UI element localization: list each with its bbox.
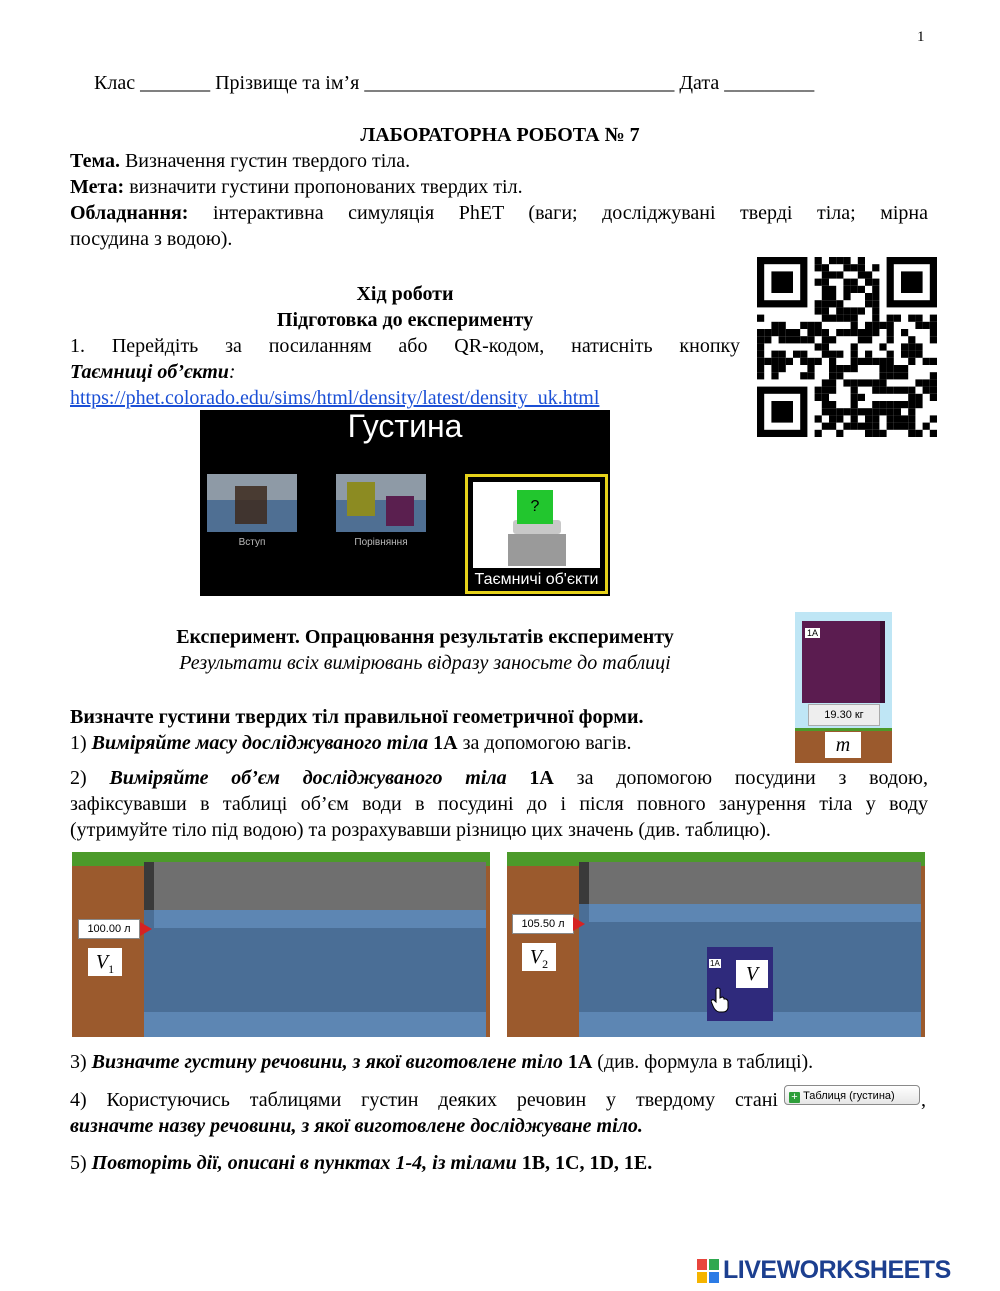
green-mystery-block: ? (517, 490, 553, 524)
url-line (70, 385, 599, 411)
step-2-rest: за допомогою посудини з водою, (553, 767, 928, 789)
phet-title: Густина (347, 410, 463, 444)
step-1-num: 1) (70, 732, 92, 754)
topic-line (70, 148, 410, 174)
step-3-num: 3) (70, 1051, 92, 1073)
step-2-instruction: Виміряйте об’єм досліджуваного тіла (109, 767, 507, 789)
equipment-line (70, 200, 928, 226)
step-5 (70, 1150, 652, 1176)
mass-symbol: m (825, 732, 861, 758)
experiment-title: Експеримент. Опрацювання результатів експерименту (176, 626, 674, 648)
liveworksheets-logo (697, 1256, 997, 1284)
equipment-label: Обладнання: (70, 202, 189, 224)
procedure-title: Хід роботи (356, 283, 454, 305)
purple-block (386, 496, 414, 526)
step-2-body: 1A (506, 767, 554, 789)
page-number: 1 (917, 29, 925, 45)
level-arrow-1 (140, 922, 152, 936)
step-5-body: 1B, 1C, 1D, 1E. (516, 1152, 653, 1174)
logo-mark (697, 1259, 719, 1283)
tank-after (507, 852, 925, 1037)
task-heading: Визначте густини твердих тіл правильної геометричної форми. (70, 706, 644, 728)
v1-symbol (88, 948, 122, 976)
step-2-line3: (утримуйте тіло під водою) та розрахувавши різницю цих значень (див. таблицю). (70, 819, 771, 841)
brand-name: LIVEWORKSHEETS (723, 1256, 951, 1284)
compare-screen-label: Порівняння (354, 537, 408, 548)
intro-screen-label: Вступ (238, 537, 266, 548)
submerged-block-1a[interactable] (707, 947, 773, 1021)
density-table-button[interactable] (784, 1085, 920, 1105)
equipment-text: інтерактивна симуляція PhET (ваги; досліджувані тверді тіла; мірна (212, 202, 929, 224)
v1-sub: 1 (108, 962, 115, 976)
step1-line2 (70, 359, 236, 385)
topic-text: Визначення густин твердого тіла. (119, 150, 411, 172)
v2-symbol (522, 943, 556, 971)
block-volume-symbol: V (736, 960, 768, 988)
volume-reading-2: 105.50 л (512, 914, 574, 934)
level-arrow-2 (573, 917, 585, 931)
block-label: 1A (710, 959, 720, 968)
goal-text: визначити густини пропонованих твердих тіл. (124, 176, 523, 198)
goal-line (70, 174, 523, 200)
header-fields-line[interactable]: Клас _______ Прізвище та ім’я _______________________________ Дата _________ (94, 72, 815, 94)
compare-screen-tile[interactable] (336, 474, 426, 532)
step-1 (70, 730, 631, 756)
mystery-screen-tile[interactable] (465, 474, 608, 594)
step-2-line2: зафіксувавши в таблиці об’єм води в посудині до і після повного занурення тіла у воду (70, 793, 928, 815)
step-3 (70, 1049, 813, 1075)
phet-screenshot (200, 410, 610, 596)
step-3-body: 1A (562, 1051, 593, 1073)
block-1a-label: 1A (807, 628, 819, 638)
experiment-note: Результати всіх вимірювань відразу заносьте до таблиці (179, 652, 671, 674)
topic-label: Тема. (70, 150, 120, 172)
mass-figure (795, 612, 892, 763)
plus-icon: + (789, 1092, 800, 1103)
phet-link[interactable]: https://phet.colorado.edu/sims/html/density/latest/density_uk.html (70, 387, 600, 409)
hand-cursor-icon (711, 987, 729, 1013)
step-5-instruction: Повторіть дії, описані в пунктах 1-4, із тілами (91, 1152, 517, 1174)
step-1-body: 1A (428, 732, 458, 754)
mystery-objects-label: Таємниці об’єкти (70, 361, 229, 383)
step-2-num: 2) (70, 767, 110, 789)
preparation-title: Підготовка до експерименту (276, 309, 534, 331)
step-1-rest: за допомогою вагів. (457, 732, 632, 754)
scale-reading: 19.30 кг (808, 704, 880, 726)
v2-letter: V (529, 946, 543, 968)
density-table-label: Таблиця (густина) (803, 1090, 895, 1102)
step-2-line1 (70, 765, 928, 791)
v1-letter: V (95, 951, 109, 973)
page-title: ЛАБОРАТОРНА РОБОТА № 7 (360, 124, 640, 146)
intro-block (235, 486, 267, 524)
mystery-screen-label: Таємничі об'єкти (474, 571, 599, 588)
step-5-num: 5) (70, 1152, 92, 1174)
volume-reading-1: 100.00 л (78, 919, 140, 939)
goal-label: Мета: (70, 176, 125, 198)
equipment-line-2: посудина з водою). (70, 228, 233, 250)
qr-code (757, 257, 937, 437)
scale-base (508, 534, 566, 566)
yellow-block (347, 482, 375, 516)
tank-before (72, 852, 490, 1037)
step-4-line2: визначте назву речовини, з якої виготовлене досліджуване тіло. (70, 1115, 643, 1137)
step-4-line1: 4) Користуючись таблицями густин деяких речовин у твердому стані (70, 1089, 778, 1111)
step1-line1: 1. Перейдіть за посиланням або QR-кодом, натисніть кнопку (70, 335, 740, 357)
v2-sub: 2 (542, 957, 549, 971)
colon: : (228, 361, 236, 383)
step-3-instruction: Визначте густину речовини, з якої виготовлене тіло (91, 1051, 563, 1073)
step-1-instruction: Виміряйте масу досліджуваного тіла (91, 732, 429, 754)
intro-screen-tile[interactable] (207, 474, 297, 532)
step-3-rest: (див. формула в таблиці). (592, 1051, 814, 1073)
step-4-comma: , (921, 1089, 926, 1111)
